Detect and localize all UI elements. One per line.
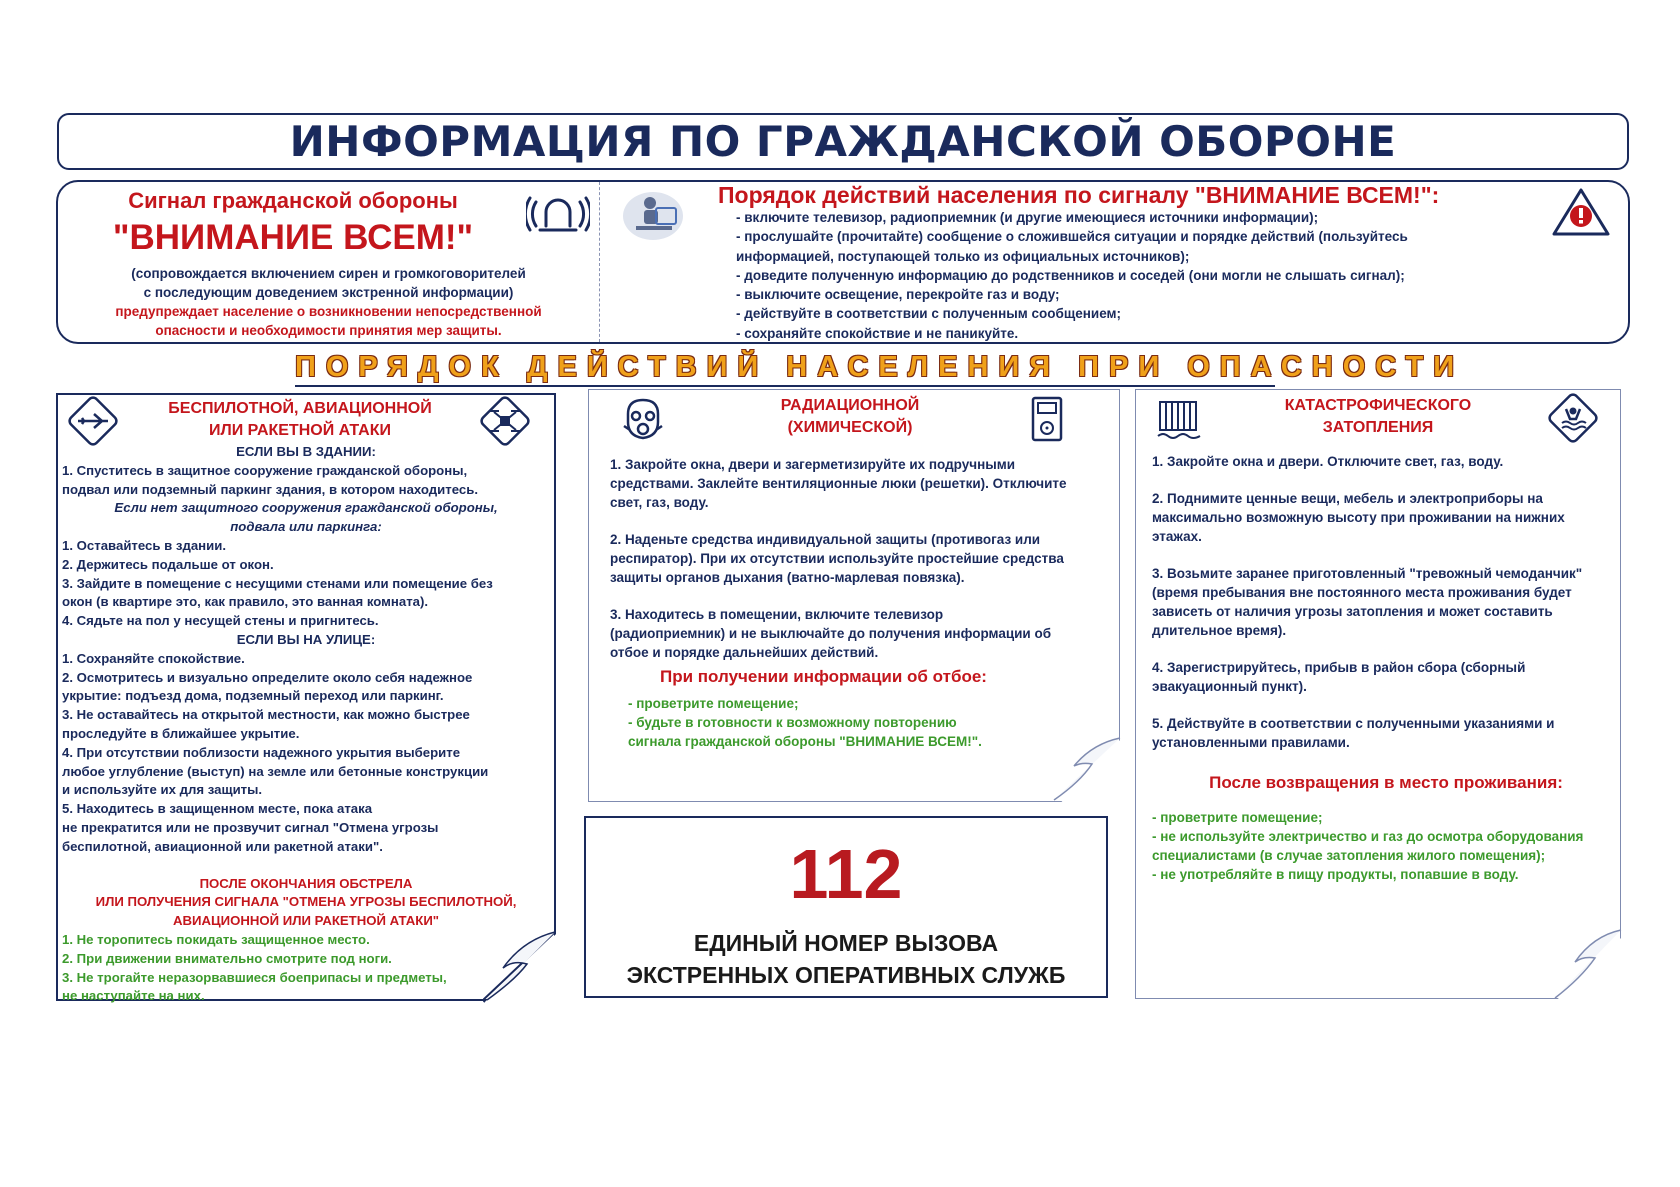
text-line: 1. Сохраняйте спокойствие. [62, 650, 245, 666]
section-underline [295, 385, 1275, 387]
list-item: - действуйте в соответствии с полученным сообщением; [736, 306, 1122, 322]
in-building-heading: ЕСЛИ ВЫ В ЗДАНИИ: [236, 444, 376, 459]
flood-after-title: После возвращения в место проживания: [1209, 773, 1563, 792]
text-line: эвакуационный пункт). [1152, 679, 1307, 694]
gas-mask-icon [620, 396, 666, 442]
signal-desc-line: (сопровождается включением сирен и громкоговорителей [131, 266, 526, 281]
text-line: и используйте их для защиты. [62, 782, 263, 798]
signal-description [58, 264, 599, 302]
text-line: 4. Зарегистрируйтесь, прибыв в район сбора (сборный [1152, 660, 1526, 675]
list-item: - проветрите помещение; [628, 696, 799, 711]
radiation-title-line: (ХИМИЧЕСКОЙ) [787, 419, 913, 436]
attack-title [150, 398, 450, 442]
text-line: 1. Закройте окна, двери и загерметизируйте их подручными [610, 457, 1016, 472]
warning-icon [1550, 186, 1612, 238]
signal-warning [58, 302, 599, 340]
text-line: респиратор). При их отсутствии используйте простейшие средства [610, 551, 1064, 566]
signal-actions-list [736, 208, 1408, 343]
radiation-body [610, 455, 1110, 751]
text-line: подвала или паркинга: [230, 519, 382, 535]
list-item: - не используйте электричество и газ до осмотра оборудования [1152, 829, 1584, 844]
text-line: 4. При отсутствии поблизости надежного укрытия выберите [62, 744, 461, 760]
text-line: АВИАЦИОННОЙ ИЛИ РАКЕТНОЙ АТАКИ" [172, 913, 440, 929]
radiation-after-title: При получении информации об отбое: [660, 667, 987, 686]
dosimeter-icon [1030, 396, 1064, 442]
section-heading: ПОРЯДОК ДЕЙСТВИЙ НАСЕЛЕНИЯ ПРИ ОПАСНОСТИ [295, 351, 1465, 383]
text-line: защиты органов дыхания (ватно-марлевая повязка). [610, 570, 965, 585]
text-line: 2. Поднимите ценные вещи, мебель и электроприборы на [1152, 491, 1543, 506]
text-line: Если нет защитного сооружения гражданской обороны, [114, 500, 498, 516]
radiation-after-list [628, 694, 1110, 751]
list-item: информацией, поступающей только из официальных источников); [736, 248, 1190, 264]
emergency-panel [584, 816, 1108, 998]
text-line: 3. Возьмите заранее приготовленный "тревожный чемоданчик" [1152, 566, 1583, 581]
text-line: ИЛИ ПОЛУЧЕНИЯ СИГНАЛА "ОТМЕНА УГРОЗЫ БЕСПИЛОТНОЙ, [95, 894, 517, 910]
drone-plane-icon [64, 392, 122, 450]
list-item: - выключите освещение, перекройте газ и воду; [736, 287, 1060, 303]
radiation-title-line: РАДИАЦИОННОЙ [780, 397, 920, 414]
title-banner [57, 113, 1629, 170]
list-item: 1. Не торопитесь покидать защищенное место. [62, 931, 370, 947]
emergency-number: 112 [789, 835, 903, 913]
radiation-title [700, 395, 1000, 439]
signal-subtitle: Сигнал гражданской обороны [128, 188, 458, 213]
list-item: сигнала гражданской обороны "ВНИМАНИЕ ВСЕМ!". [628, 734, 982, 749]
list-item: - прослушайте (прочитайте) сообщение о сложившейся ситуации и порядке действий (пользуйтесь [736, 229, 1408, 245]
text-line: проследуйте в ближайшее укрытие. [62, 725, 300, 741]
text-line: зависеть от наличия угрозы затопления и может составить [1152, 604, 1553, 619]
signal-divider [599, 182, 600, 342]
text-line: не прекратится или не прозвучит сигнал "Отмена угрозы [62, 819, 439, 835]
signal-box [56, 180, 1630, 344]
text-line: 5. Находитесь в защищенном месте, пока атака [62, 801, 373, 817]
text-line: ПОСЛЕ ОКОНЧАНИЯ ОБСТРЕЛА [199, 875, 413, 891]
flood-title-line: КАТАСТРОФИЧЕСКОГО [1284, 397, 1472, 414]
signal-info [58, 182, 599, 342]
text-line: длительное время). [1152, 623, 1287, 638]
dam-icon [1156, 396, 1202, 442]
text-line: 2. Наденьте средства индивидуальной защиты (противогаз или [610, 532, 1041, 547]
text-line: любое углубление (выступ) на земле или бетонные конструкции [62, 763, 489, 779]
drowning-icon [1544, 389, 1602, 447]
signal-warn-line: предупреждает население о возникновении непосредственной [115, 304, 542, 319]
flood-title-line: ЗАТОПЛЕНИЯ [1322, 419, 1434, 436]
quadcopter-icon [476, 392, 534, 450]
text-line: беспилотной, авиационной или ракетной атаки". [62, 838, 383, 854]
signal-actions-title: Порядок действий населения по сигналу "ВНИМАНИЕ ВСЕМ!": [718, 182, 1440, 208]
text-line: 1. Спуститесь в защитное сооружение гражданской обороны, [62, 462, 468, 478]
flood-after-list [1152, 808, 1620, 884]
text-line: 3. Зайдите в помещение с несущими стенами или помещение без [62, 575, 493, 591]
signal-warn-line: опасности и необходимости принятия мер защиты. [155, 323, 502, 338]
text-line: 1. Оставайтесь в здании. [62, 537, 227, 553]
text-line: установленными правилами. [1152, 735, 1350, 750]
list-item: - включите телевизор, радиоприемник (и другие имеющиеся источники информации); [736, 210, 1319, 225]
text-line: максимально возможную высоту при проживании на нижних [1152, 510, 1565, 525]
attack-after-title [62, 875, 550, 931]
emergency-caption: ЕДИНЫЙ НОМЕР ВЫЗОВА [693, 930, 999, 956]
text-line: свет, газ, воду. [610, 495, 709, 510]
list-item: 2. При движении внимательно смотрите под ноги. [62, 950, 392, 966]
attack-body [62, 443, 550, 1006]
page-title: ИНФОРМАЦИЯ ПО ГРАЖДАНСКОЙ ОБОРОНЕ [289, 117, 1397, 166]
text-line: укрытие: подъезд дома, подземный переход или паркинг. [62, 688, 444, 704]
text-line: окон (в квартире это, как правило, это ванная комната). [62, 594, 429, 610]
siren-icon [526, 188, 590, 236]
list-item: - сохраняйте спокойствие и не паникуйте. [736, 325, 1019, 341]
signal-main-text: "ВНИМАНИЕ ВСЕМ!" [112, 218, 474, 257]
list-item: специалистами (в случае затопления жилого помещения); [1152, 848, 1546, 863]
list-item: - доведите полученную информацию до родственников и соседей (они могли не слышать сигнал); [736, 267, 1405, 283]
text-line: 3. Не оставайтесь на открытой местности, как можно быстрее [62, 707, 470, 723]
attack-after-list [62, 931, 550, 1006]
flood-body [1152, 452, 1620, 884]
list-item: - будьте в готовности к возможному повторению [628, 715, 957, 730]
tv-person-icon [622, 190, 684, 242]
page-curl-icon [1553, 928, 1623, 1000]
list-item: - не употребляйте в пищу продукты, попавшие в воду. [1152, 867, 1519, 882]
list-item: - проветрите помещение; [1152, 810, 1323, 825]
text-line: подвал или подземный паркинг здания, в котором находитесь. [62, 481, 479, 497]
text-line: (время пребывания вне постоянного места проживания будет [1152, 585, 1572, 600]
text-line: 4. Сядьте на пол у несущей стены и пригнитесь. [62, 613, 379, 629]
emergency-caption: ЭКСТРЕННЫХ ОПЕРАТИВНЫХ СЛУЖБ [626, 962, 1066, 988]
outside-heading: ЕСЛИ ВЫ НА УЛИЦЕ: [236, 631, 376, 647]
attack-title-line: ИЛИ РАКЕТНОЙ АТАКИ [209, 422, 391, 439]
text-line: средствами. Заклейте вентиляционные люки (решетки). Отключите [610, 476, 1067, 491]
text-line: 5. Действуйте в соответствии с полученными указаниями и [1152, 716, 1555, 731]
attack-title-line: БЕСПИЛОТНОЙ, АВИАЦИОННОЙ [168, 400, 432, 417]
list-item: 3. Не трогайте неразорвавшиеся боеприпасы и предметы, [62, 969, 447, 985]
text-line: этажах. [1152, 529, 1202, 544]
text-line: отбое и порядке дальнейших действий. [610, 645, 879, 660]
list-item: не наступайте на них. [62, 988, 205, 1004]
text-line: 2. Держитесь подальше от окон. [62, 556, 274, 572]
text-line: 1. Закройте окна и двери. Отключите свет, газ, воду. [1152, 454, 1504, 469]
text-line: 3. Находитесь в помещении, включите телевизор [610, 607, 944, 622]
flood-title [1228, 395, 1528, 439]
text-line: 2. Осмотритесь и визуально определите около себя надежное [62, 669, 473, 685]
text-line: (радиоприемник) и не выключайте до получения информации об [610, 626, 1052, 641]
signal-desc-line: с последующим доведением экстренной информации) [143, 285, 514, 300]
